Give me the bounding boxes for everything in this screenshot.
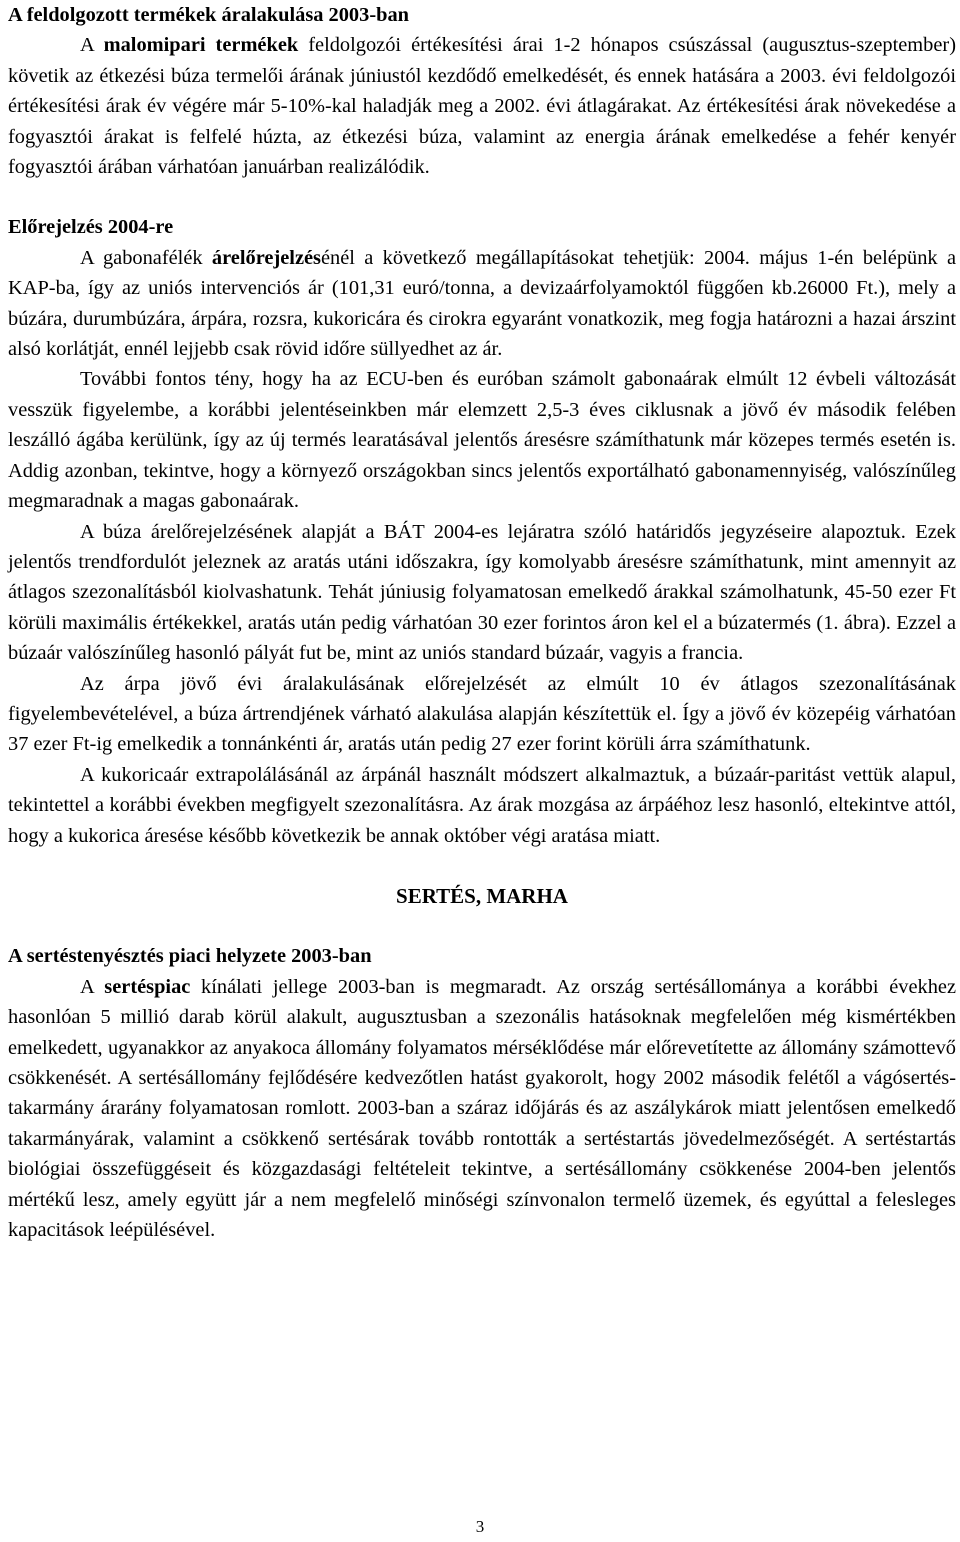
- section-heading-processed-prices: A feldolgozott termékek áralakulása 2003-ban: [8, 4, 409, 26]
- section-heading-forecast: Előrejelzés 2004-re: [8, 216, 174, 239]
- paragraph-pig-market: A sertéspiac kínálati jellege 2003-ban is megmaradt. Az ország sertésállománya a korábbi évekhez hasonlóan 5 millió darab körül alakult, augusztusban a szezonális hatásoknak megfelelően még kismértékben emelkedett, ugyanakkor az anyakoca állomány folyamatos mérséklődése már előrevetítette az állomány számottevő csökkenését. A sertésállomány fejlődésére kedvezőtlen hatást gyakorolt, hogy 2002 második felétől a vágósertés-takarmány árarány folyamatosan romlott. 2003-ban a száraz időjárás és az aszálykárok miatt jelentősen emelkedő takarmányárak, valamint a csökkenő sertésárak tovább rontották a sertéstartás jövedelmezőségét. A sertéstartás biológiai összefüggéseit és közgazdasági feltételeit tekintve, a sertésállomány csökkenése 2004-ben jelentős mértékű lesz, amely együtt jár a nem megfelelő minőségi színvonalon termelő üzemek, és egyúttal a felesleges kapacitások leépülésével.: [8, 975, 957, 1242]
- section-heading-pig-market: A sertéstenyésztés piaci helyzete 2003-ban: [8, 945, 372, 968]
- emphasis-milling: malomipari termékek: [103, 34, 299, 57]
- emphasis-forecast: árelőrejelzés: [211, 246, 321, 269]
- document-page: [8, 0, 956, 1245]
- paragraph-forecast-4: Az árpa jövő évi áralakulásának előrejelzését az elmúlt 10 év átlagos szezonalításának figyelembevételével, a búza ártrendjének várható alakulása alapján készítettük el. Így a jövő év közepéig várhatóan 37 ezer Ft-ig emelkedik a tonnánkénti ár, aratás után pedig 27 ezer forint körüli árra számíthatunk.: [8, 672, 956, 756]
- emphasis-pig-market: sertéspiac: [104, 975, 191, 998]
- paragraph-forecast-2: További fontos tény, hogy ha az ECU-ben és euróban számolt gabonaárak elmúlt 12 évbeli változását vesszük figyelembe, a korábbi jelentéseinkben már elemzett 2,5-3 éves ciklusnak a jövő év második felében leszálló ágába kerülünk, így az új termés learatásával jelentős áresésre számíthatunk már közepes termés esetén is. Addig azonban, tekintve, hogy a környező országokban sincs jelentős exportálható gabonamennyiség, valószínűleg megmaradnak a magas gabonaárak.: [8, 368, 956, 513]
- paragraph-milling-products: A malomipari termékek feldolgozói értékesítési árai 1-2 hónapos csúszással (augusztus-szeptember) követik az étkezési búza termelői árának júniustól kezdődő emelkedését, és ennek hatására a 2003. évi feldolgozói értékesítési árak év végére már 5-10%-kal haladják meg a 2002. évi átlagárakat. Az értékesítési árak növekedése a fogyasztói árakat is felfelé húzta, az étkezési búza, valamint az energia árának emelkedése a fehér kenyér fogyasztói árában várhatóan januárban realizálódik.: [8, 34, 956, 179]
- page-number: 3: [475, 1517, 485, 1536]
- paragraph-forecast-3: A búza árelőrejelzésének alapját a BÁT 2004-es lejáratra szóló határidős jegyzéseire alapoztuk. Ezek jelentős trendfordulót jeleznek az aratás utáni időszakra, így komolyabb áresésre számíthatunk, mint amennyit az átlagos szezonalításból kiolvashatunk. Tehát júniusig folyamatosan emelkedő árakkal számolhatunk, 45-50 ezer Ft körüli maximális értékekkel, aratás után pedig várhatóan 30 ezer forintos áron kel el a búzatermés (1. ábra). Ezzel a búzaár valószínűleg hasonló pályát fut be, mint az uniós standard búzaár, vagyis a francia.: [8, 520, 956, 665]
- chapter-title: SERTÉS, MARHA: [396, 883, 568, 908]
- paragraph-forecast-5: A kukoricaár extrapolálásánál az árpánál használt módszert alkalmaztuk, a búzaár-paritást vettük alapul, tekintettel a korábbi években megfigyelt szezonalításra. Az árak mozgása az árpáéhoz lesz hasonló, eltekintve attól, hogy a kukorica áresése később következik be annak október végi aratása miatt.: [8, 763, 956, 847]
- paragraph-forecast-1: A gabonafélék árelőrejelzésénél a következő megállapításokat tehetjük: 2004. május 1-én belépünk a KAP-ba, így az uniós intervenciós ár (101,31 euró/tonna, a devizaárfolyamoktól függően kb.26000 Ft.), mely a búzára, durumbúzára, árpára, rozsra, kukoricára és cirokra egyaránt vonatkozik, meg fogja határozni a hazai árszint alsó korlátját, ennél lejjebb csak rövid időre süllyedhet az ár.: [8, 246, 956, 361]
